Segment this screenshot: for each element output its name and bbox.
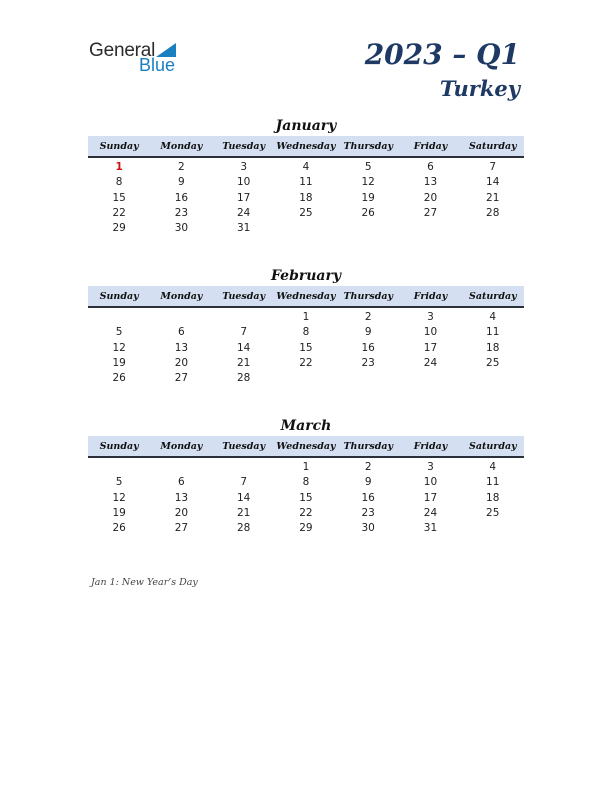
month-january <box>88 116 524 236</box>
day-cell: 5 <box>115 476 123 489</box>
day-cell: 20 <box>174 506 189 519</box>
day-cell: 14 <box>236 341 251 354</box>
day-cell: 10 <box>236 176 251 189</box>
day-cell: 22 <box>299 356 313 369</box>
day-cell: 18 <box>299 191 313 204</box>
day-grid <box>88 308 524 386</box>
empty-cell <box>399 221 461 236</box>
day-cell: 8 <box>115 176 123 189</box>
weekday-label: Friday <box>413 141 448 152</box>
month-february <box>88 266 524 386</box>
empty-cell <box>337 371 399 386</box>
empty-cell <box>213 310 275 325</box>
day-cell: 25 <box>299 206 313 219</box>
weekday-label: Monday <box>160 441 203 452</box>
empty-cell <box>337 221 399 236</box>
page-subtitle: Turkey <box>439 76 520 101</box>
day-cell: 20 <box>174 356 189 369</box>
day-grid <box>88 158 524 236</box>
day-cell: 10 <box>423 326 438 339</box>
day-cell: 9 <box>364 326 372 339</box>
day-cell: 14 <box>486 176 500 189</box>
day-cell: 25 <box>486 506 500 519</box>
day-cell: 4 <box>489 311 497 323</box>
day-cell: 21 <box>486 191 500 204</box>
day-cell: 16 <box>361 491 375 504</box>
weekday-label: Tuesday <box>222 291 266 302</box>
day-cell: 9 <box>178 176 185 189</box>
day-cell: 15 <box>299 491 313 504</box>
empty-cell <box>275 371 337 386</box>
day-cell: 12 <box>361 176 375 189</box>
weekday-label: Tuesday <box>222 441 266 452</box>
weekday-label: Friday <box>413 441 448 452</box>
brand-word-general: General <box>89 40 156 61</box>
empty-cell <box>88 460 150 475</box>
day-cell: 2 <box>364 461 372 473</box>
weekday-label: Tuesday <box>222 141 266 152</box>
weekday-label: Thursday <box>343 441 394 452</box>
day-cell: 10 <box>423 476 438 489</box>
day-cell: 2 <box>364 311 372 323</box>
day-cell: 8 <box>302 326 310 339</box>
weekday-label: Wednesday <box>276 291 336 302</box>
empty-cell <box>150 460 212 475</box>
day-cell: 29 <box>299 522 313 535</box>
month-name: January <box>275 118 337 134</box>
day-cell: 1 <box>115 161 123 173</box>
day-cell: 24 <box>236 206 251 219</box>
day-cell: 18 <box>486 491 500 504</box>
month-march <box>88 416 524 536</box>
day-cell: 27 <box>174 372 189 385</box>
day-cell: 21 <box>236 506 251 519</box>
day-cell: 11 <box>299 176 313 189</box>
day-cell: 5 <box>115 326 123 339</box>
weekday-label: Sunday <box>99 441 139 452</box>
day-cell: 9 <box>364 476 372 489</box>
day-cell: 25 <box>486 356 500 369</box>
day-cell: 3 <box>240 161 247 173</box>
day-cell: 1 <box>302 311 310 323</box>
day-cell: 27 <box>423 206 438 219</box>
day-cell: 16 <box>361 341 375 354</box>
day-cell: 31 <box>423 522 438 535</box>
brand-logo <box>89 40 189 76</box>
day-cell: 28 <box>236 372 251 385</box>
weekday-label: Sunday <box>99 141 139 152</box>
day-cell: 6 <box>178 476 185 489</box>
day-cell: 18 <box>486 341 500 354</box>
weekday-label: Thursday <box>343 291 394 302</box>
empty-cell <box>462 371 524 386</box>
day-cell: 5 <box>364 161 372 173</box>
day-cell: 2 <box>178 161 185 173</box>
day-cell: 8 <box>302 476 310 489</box>
day-cell: 23 <box>361 506 375 519</box>
day-cell: 28 <box>486 206 500 219</box>
day-cell: 26 <box>361 206 375 219</box>
weekday-label: Sunday <box>99 291 139 302</box>
weekday-label: Monday <box>160 141 203 152</box>
weekday-label: Monday <box>160 291 203 302</box>
day-cell: 7 <box>489 161 497 173</box>
day-cell: 22 <box>112 206 126 219</box>
weekday-label: Wednesday <box>276 141 336 152</box>
day-cell: 12 <box>112 341 126 354</box>
empty-cell <box>462 521 524 536</box>
day-cell: 19 <box>112 506 126 519</box>
day-cell: 15 <box>112 191 126 204</box>
day-cell: 4 <box>302 161 310 173</box>
day-cell: 28 <box>236 522 251 535</box>
day-cell: 13 <box>174 341 189 354</box>
day-cell: 12 <box>112 491 126 504</box>
weekday-label: Friday <box>413 291 448 302</box>
page-title: 2023 – Q1 <box>364 38 520 71</box>
day-cell: 17 <box>423 491 438 504</box>
day-cell: 24 <box>423 356 438 369</box>
brand-word-blue: Blue <box>139 55 176 75</box>
day-cell: 30 <box>361 522 375 535</box>
holiday-note: Jan 1: New Year’s Day <box>91 577 198 588</box>
day-cell: 29 <box>112 222 126 235</box>
weekday-header <box>88 136 524 158</box>
day-cell: 23 <box>361 356 375 369</box>
day-cell: 20 <box>423 191 438 204</box>
month-name: March <box>280 418 332 434</box>
weekday-header <box>88 436 524 458</box>
month-name: February <box>270 268 341 284</box>
empty-cell <box>462 221 524 236</box>
day-cell: 13 <box>174 491 189 504</box>
day-cell: 6 <box>427 161 434 173</box>
day-cell: 3 <box>427 311 434 323</box>
empty-cell <box>399 371 461 386</box>
day-cell: 4 <box>489 461 497 473</box>
day-cell: 11 <box>486 326 500 339</box>
empty-cell <box>88 310 150 325</box>
weekday-header <box>88 286 524 308</box>
empty-cell <box>213 460 275 475</box>
day-cell: 27 <box>174 522 189 535</box>
day-cell: 24 <box>423 506 438 519</box>
day-cell: 17 <box>423 341 438 354</box>
day-cell: 21 <box>236 356 251 369</box>
day-grid <box>88 458 524 536</box>
weekday-label: Saturday <box>469 141 517 152</box>
weekday-label: Saturday <box>469 441 517 452</box>
empty-cell <box>275 221 337 236</box>
day-cell: 6 <box>178 326 185 339</box>
day-cell: 1 <box>302 461 310 473</box>
day-cell: 23 <box>174 206 189 219</box>
day-cell: 11 <box>486 476 500 489</box>
day-cell: 7 <box>240 476 247 489</box>
day-cell: 19 <box>361 191 375 204</box>
day-cell: 19 <box>112 356 126 369</box>
day-cell: 22 <box>299 506 313 519</box>
empty-cell <box>150 310 212 325</box>
day-cell: 15 <box>299 341 313 354</box>
day-cell: 26 <box>112 522 126 535</box>
weekday-label: Wednesday <box>276 441 336 452</box>
day-cell: 13 <box>423 176 438 189</box>
day-cell: 3 <box>427 461 434 473</box>
day-cell: 7 <box>240 326 247 339</box>
weekday-label: Thursday <box>343 141 394 152</box>
day-cell: 16 <box>174 191 189 204</box>
day-cell: 14 <box>236 491 251 504</box>
day-cell: 30 <box>174 222 189 235</box>
weekday-label: Saturday <box>469 291 517 302</box>
day-cell: 31 <box>236 222 251 235</box>
day-cell: 17 <box>236 191 251 204</box>
day-cell: 26 <box>112 372 126 385</box>
